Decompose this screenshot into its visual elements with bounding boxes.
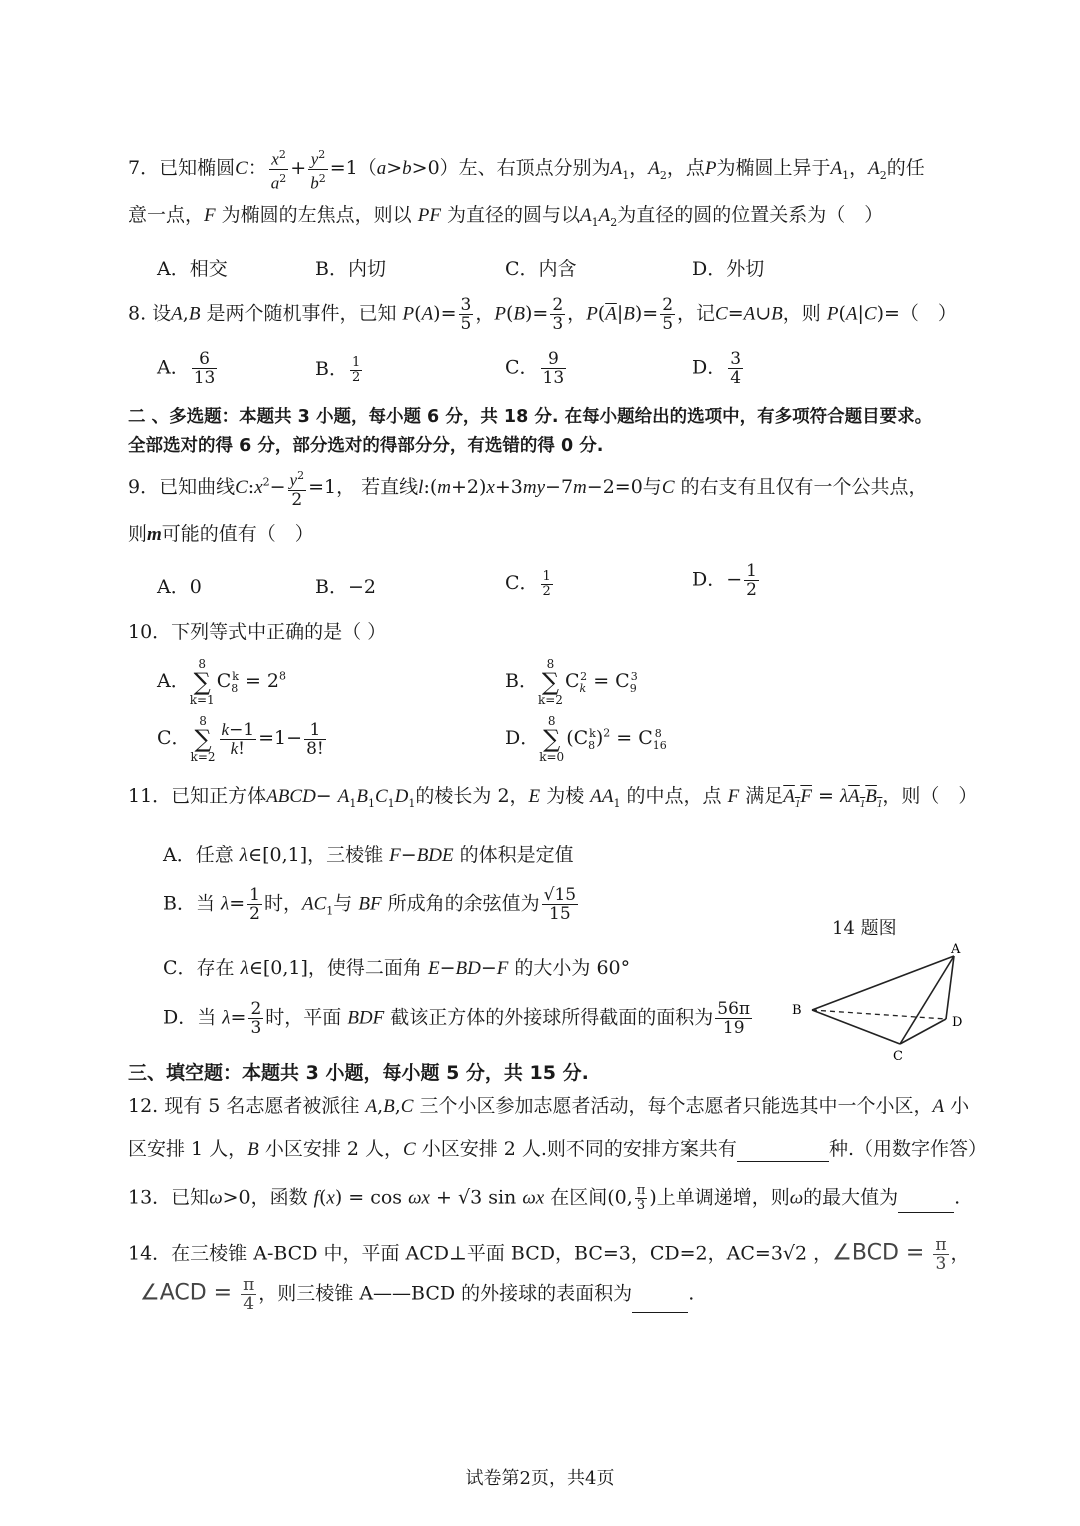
q11-stem: 11．已知正方体ABCD− $A_1B_1C_1D_1$的棱长为 2，E 为棱 $AA_1$ 的中点，点 F 满足$A_1F = \lambda A_1B_1$，则（ ） [128,785,978,810]
page-footer: 试卷第2页，共4页 [465,1468,615,1489]
q11-option-c: C．存在 λ∈[0,1]，使得二面角 E−BD−F 的大小为 60° [163,957,631,979]
figure-label-c: C [893,1049,903,1064]
q11-option-b: B．当 λ= $\frac{1}{2}$ 时，$AC_1$与 BF 所成角的余弦值为 $\frac{√15}{15}$ [163,885,577,924]
section3-title: 三、填空题：本题共 3 小题，每小题 5 分，共 15 分. [128,1062,589,1084]
q12-line1: 12. 现有 5 名志愿者被派往 A,B,C 三个小区参加志愿者活动，每个志愿者只能选其中一个小区，A 小 [128,1095,970,1117]
section2-line1: 二 、多选题：本题共 3 小题，每小题 6 分，共 18 分. 在每小题给出的选项中，有多项符合题目要求。 [128,407,933,427]
q10-option-d: D．8 ∑ $k=0(C_8^k)^2 = C_{16}^8$ [505,714,667,764]
q7-option-b: B．内切 [315,258,386,280]
q8-option-b: B． $\frac{1}{2}$ [315,354,361,385]
q7-line1: 7．已知椭圆C： $\frac{x^2}{a^2}$ + $\frac{y^2}{b^2}$ =1（a>b>0）左、右顶点分别为$A_1$，$A_2$，点P为椭圆上异于$A_1$，$A_2$的任 [128,148,925,193]
q7-option-c: C．内含 [505,258,577,280]
q10-stem: 10．下列等式中正确的是（ ） [128,621,387,643]
q9-option-b: B．−2 [315,576,376,598]
q7-option-d: D．外切 [692,258,765,280]
q9-line2: 则m可能的值有（ ） [128,523,314,545]
q9-option-c: C． $\frac{1}{2}$ [505,568,551,599]
q9-line1: 9．已知曲线$C:x^2-$ $\frac{y^2}{2}$ =1， 若直线l:(m+2)x+3my−7m−2=0与C 的右支有且仅有一个公共点， [128,469,928,510]
q13-stem: 13．已知ω>0，函数 f(x) = cos ωx + √3 sin ωx 在区间(0, $\frac{\pi}{3}$ )上单调递增，则ω的最大值为 . [128,1183,961,1213]
q10-option-b: B．8 ∑ $k=2C_k^2 = C_9^3$ [505,657,638,707]
q9-option-a: A．0 [157,576,202,598]
section2-line2: 全部选对的得 6 分，部分选对的得部分分，有选错的得 0 分. [128,436,604,456]
q8-stem: 8. 设A,B 是两个随机事件，已知 P(A)= $\frac{3}{5}$ ，P(B)= $\frac{2}{3}$ ，$P(\overline{A}|B)=$ $\frac{2}{5}$ ，记C=A∪B，则 P(A|C)=（ ） [128,295,957,334]
q11-option-d: D．当 λ= $\frac{2}{3}$ 时，平面 BDF 截该正方体的外接球所得截面的面积为 $\frac{56\pi}{19}$ [163,999,751,1038]
q7-option-a: A．相交 [157,258,228,280]
q14-line1: 14．在三棱锥 A-BCD 中，平面 ACD⊥平面 BCD，BC=3，CD=2，AC=3√2 ，∠BCD = $\frac{\pi}{3}$ ， [128,1235,970,1274]
figure-label-d: D [952,1015,963,1030]
q7-line2: 意一点，F 为椭圆的左焦点，则以 PF 为直径的圆与以$A_1A_2$为直径的圆的位置关系为（ ） [128,204,884,229]
q11-option-a: A．任意 λ∈[0,1]，三棱锥 F−BDE 的体积是定值 [163,844,574,866]
figure-caption: 14 题图 [832,918,897,939]
q14-line2: ∠ACD = $\frac{\pi}{4}$ ，则三棱锥 A——BCD 的外接球的表面积为 . [140,1275,695,1314]
q8-option-c: C． $\frac{9}{13}$ [505,349,565,388]
q8-option-d: D． $\frac{3}{4}$ [692,349,742,388]
q10-option-c: C．8 ∑ k=2 $\frac{k-1}{k!}$ =1− $\frac{1}{8!}$ [157,714,324,764]
figure-label-b: B [792,1003,802,1018]
figure-label-a: A [951,942,961,957]
q12-line2: 区安排 1 人，B 小区安排 2 人，C 小区安排 2 人.则不同的安排方案共有 种.（用数字作答） [128,1138,987,1160]
q10-option-a: A．8 ∑ $k=1C_8^k = 2^8$ [157,657,287,707]
q8-option-a: A． $\frac{6}{13}$ [157,349,216,388]
q9-option-d: D．− $\frac{1}{2}$ [692,561,757,600]
tetrahedron-figure [780,938,980,1068]
